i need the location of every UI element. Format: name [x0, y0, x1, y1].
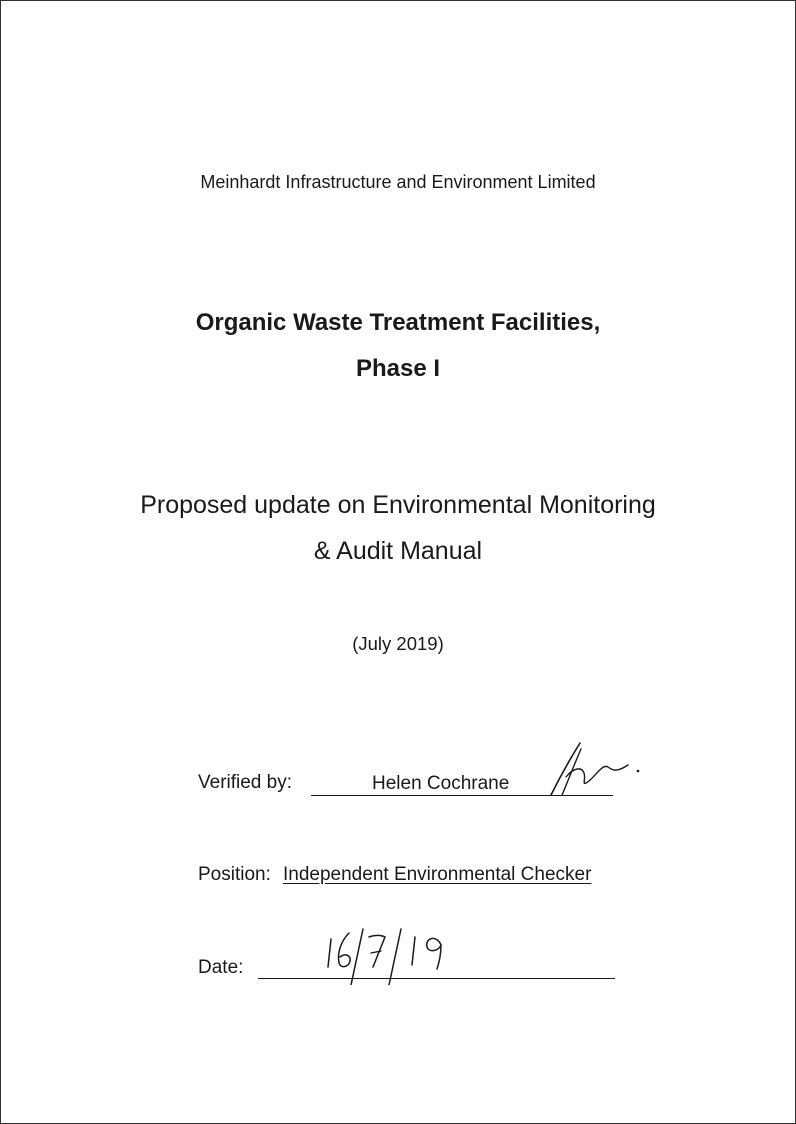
position-label: Position:: [198, 864, 271, 885]
handwritten-date: [321, 923, 451, 985]
position-value: Independent Environmental Checker: [283, 864, 592, 885]
issue-date: (July 2019): [352, 633, 444, 654]
document-subtitle-line-2: & Audit Manual: [313, 537, 483, 565]
date-label: Date:: [198, 957, 244, 978]
company-name: Meinhardt Infrastructure and Environment Limited: [200, 172, 596, 192]
document-title-line-2: Phase I: [355, 355, 441, 382]
verified-by-name: Helen Cochrane: [372, 773, 510, 794]
signature-initials: [546, 737, 646, 799]
document-title-line-1: Organic Waste Treatment Facilities,: [195, 309, 601, 336]
verified-by-label: Verified by:: [198, 772, 292, 793]
document-subtitle-line-1: Proposed update on Environmental Monitoring: [140, 491, 656, 519]
